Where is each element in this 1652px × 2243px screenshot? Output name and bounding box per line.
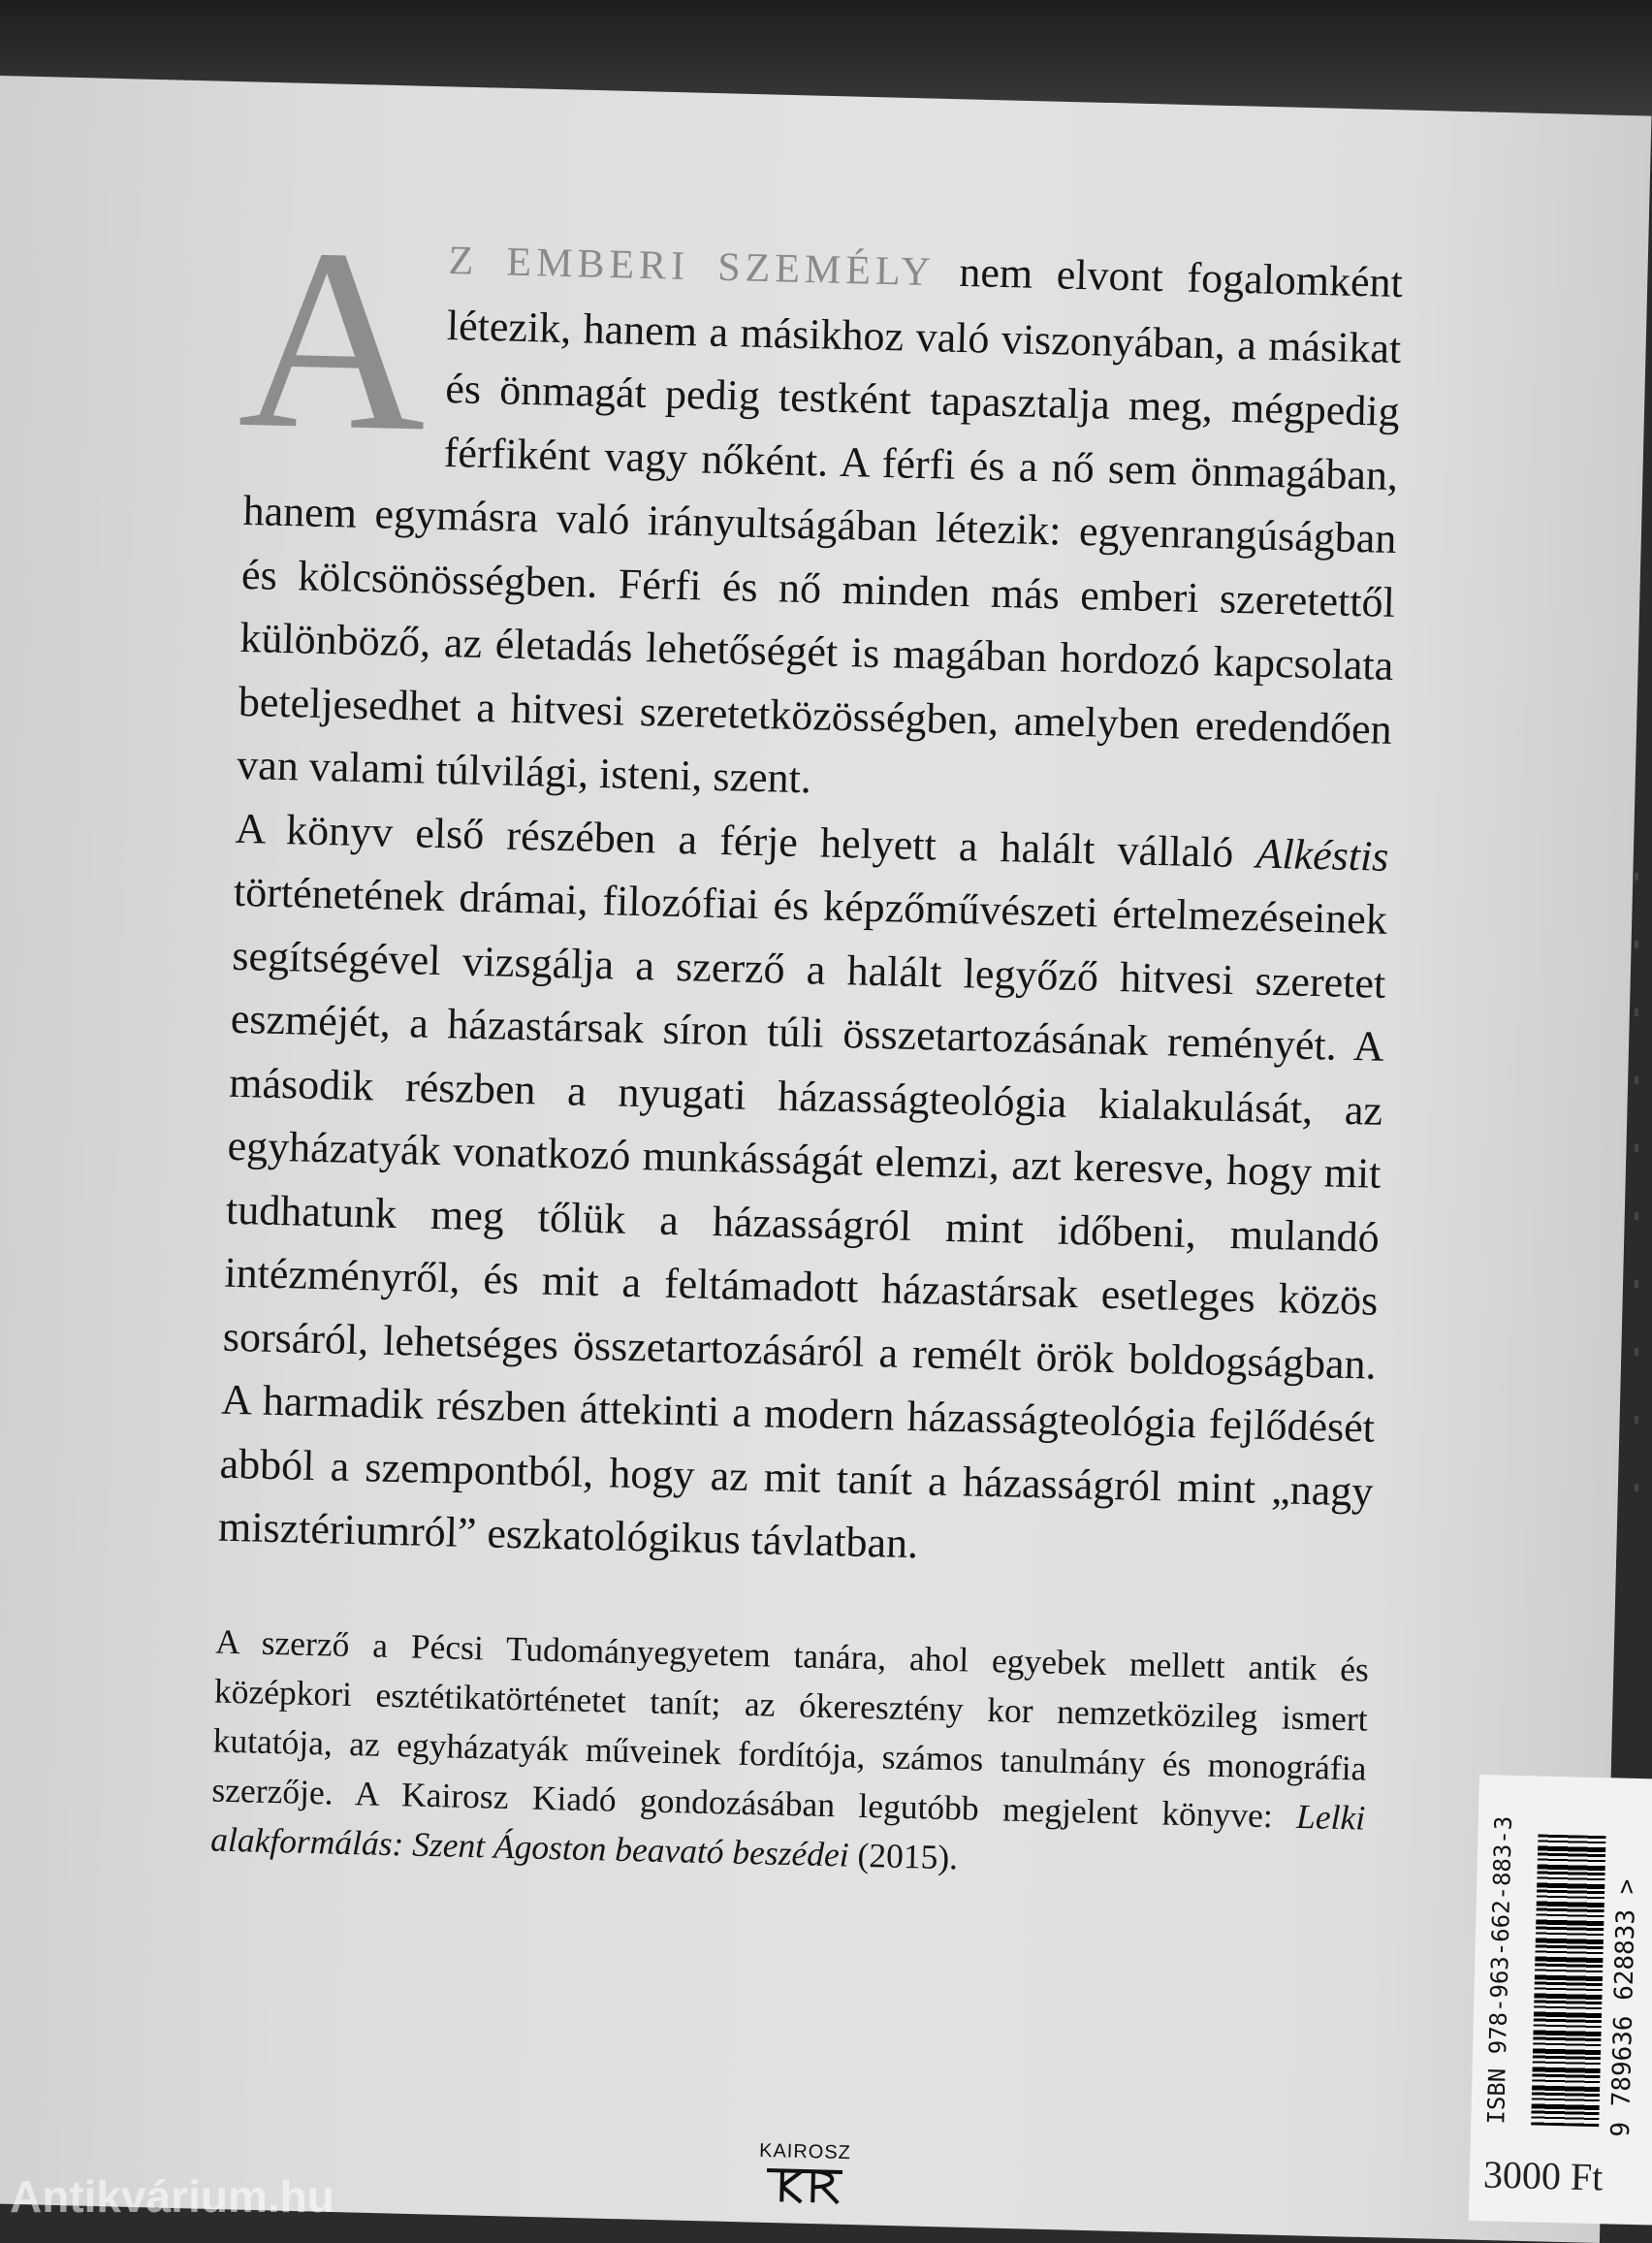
lead-small-caps: Z EMBERI SZEMÉLY <box>448 239 937 296</box>
paragraph-1-text: nem elvont fogalomként létezik, hanem a másikhoz való viszonyában, a másikat és önmagát pedig testként tapasztalja meg, mégpedig férfiként vagy nőként. A férfi és a nő sem önmagában, hanem egymásra való irányultságában létezik: egyenrangúságban és kölcsönösségben. Férfi és nő minden más emberi szeretettől különböző, az életadás lehetőségét is magában hordozó kapcsolata beteljesedhet a hitvesi szeretetközösségben, amelyben eredendően van valami túlvilági, isteni, szent. <box>236 247 1404 803</box>
isbn-label: ISBN 978-963-662-883-3 <box>1482 1815 1517 2125</box>
bio-book-title: Lelki alakformálás: Szent Ágoston beavató beszédei <box>209 1796 1366 1875</box>
paragraph-2-start: A könyv első részében a férje helyett a halált vállaló <box>235 804 1257 878</box>
bio-text: A szerző a Pécsi Tudományegyetem tanára, ahol egyebek mellett antik és középkori esztétikatörténetet tanít; az ókeresztény kor nemzetközileg ismert kutatója, az egyházatyák műveinek fordítója, számos tanulmány és monográfia szerzője. A Kairosz Kiadó gondozásában legutóbb megjelent könyve: <box>211 1621 1370 1836</box>
publisher-logo <box>757 2140 852 2205</box>
spine-edge <box>1635 873 1638 1493</box>
author-bio <box>210 1617 1370 1892</box>
watermark: Antikvárium.hu <box>10 2171 334 2222</box>
barcode-digits: 9 789636 628833 > <box>1605 1878 1642 2138</box>
barcode-icon <box>1531 1834 1605 2127</box>
bio-year: (2015). <box>848 1835 959 1876</box>
paragraph-2-rest: történetének drámai, filozófiai és képzőművészeti értelmezéseinek segítségével vizsgálja a szerző a halált legyőző hitvesi szeretet eszméjét, a házastársak síron túli összetartozásának reményét. A második részben a nyugati házasságteológia kialakulását, az egyházatyák vonatkozó munkásságát elemzi, azt keresve, hogy mit tudhatunk meg tőlük a házasságról mint időbeni, mulandó intézményről, és mit a feltámadott házastársak esetleges közös sorsáról, lehetséges összetartozásáról a remélt örök boldogságban. A harmadik részben áttekinti a modern házasságteológia fejlődését abból a szempontból, hogy az mit tanít a házasságról mint „nagy misztériumról” eszkatológikus távlatban. <box>217 867 1388 1568</box>
publisher-emblem-icon <box>762 2164 846 2205</box>
blurb-paragraph-1 <box>236 192 1404 824</box>
publisher-name: KAIROSZ <box>758 2139 852 2164</box>
drop-cap: A <box>236 192 431 486</box>
blurb-paragraph-2 <box>217 796 1389 1586</box>
paragraph-2-italic-title: Alkéstis <box>1255 829 1389 881</box>
blurb-text-block <box>209 192 1404 1892</box>
price-tag: 3000 Ft <box>1482 2152 1604 2199</box>
